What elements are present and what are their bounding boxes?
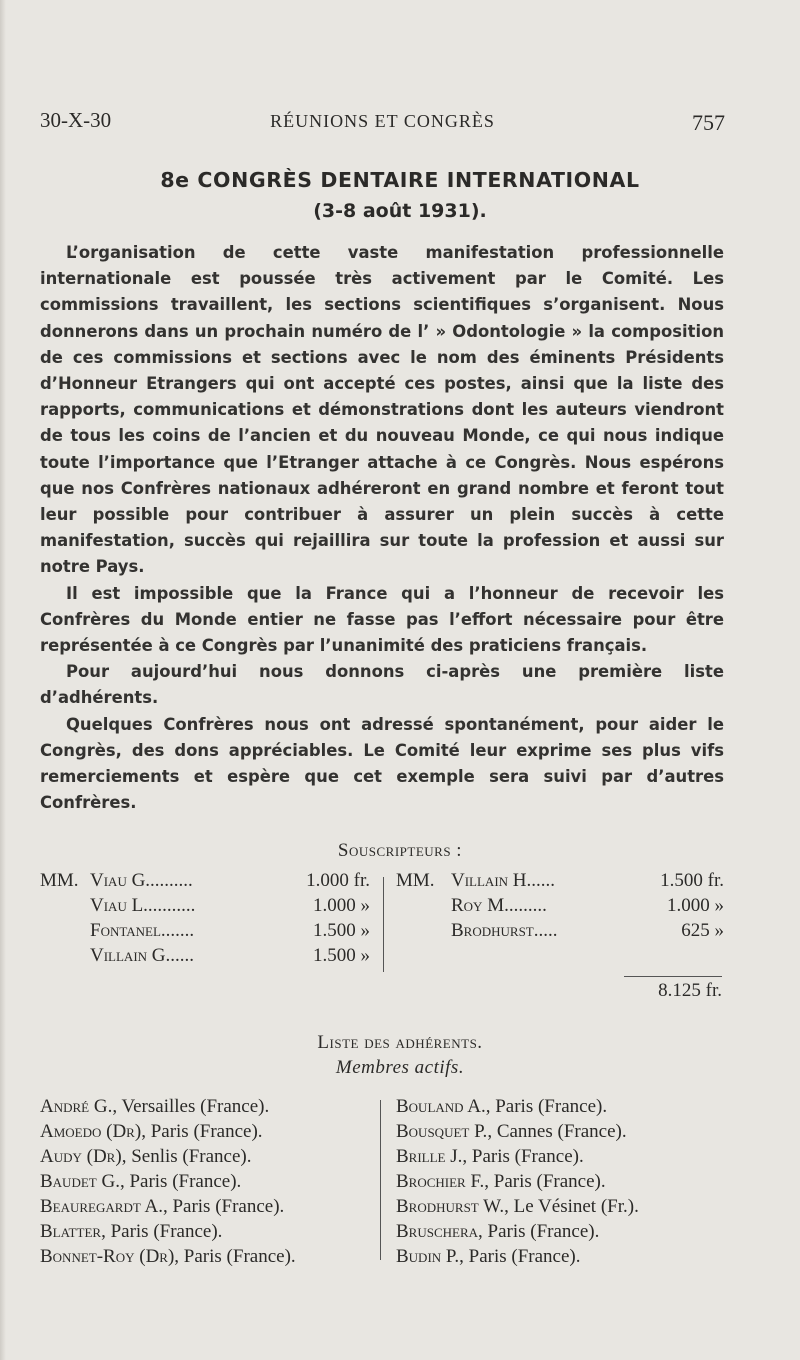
members-list-right [396, 1094, 639, 1269]
page-number: 757 [692, 110, 725, 135]
subscriber-row: Fontanel....... 1.500 » [90, 920, 370, 941]
list-item: Bousquet P., Cannes (France). [396, 1121, 627, 1142]
subscribers-heading: Souscripteurs : [337, 840, 463, 861]
list-item: Brille J., Paris (France). [396, 1146, 584, 1167]
list-item: André G., Versailles (France). [40, 1096, 270, 1117]
article-title: 8e CONGRÈS DENTAIRE INTERNATIONAL [160, 168, 640, 192]
list-item: Bruschera, Paris (France). [396, 1221, 600, 1242]
subscribers-total: 8.125 fr. [658, 980, 722, 1001]
list-item: Blatter, Paris (France). [40, 1221, 223, 1242]
members-heading: Liste des adhérents. [317, 1032, 483, 1053]
list-item: Baudet G., Paris (France). [40, 1171, 242, 1192]
paragraph: Il est impossible que la France qui a l’honneur de recevoir les Confrères du Monde entier ne fasse pas l’effort nécessaire pour être représentée à ce Congrès par l’unanimité des praticiens français. [40, 583, 724, 656]
paragraph: Quelques Confrères nous ont adressé spontanément, pour aider le Congrès, des dons appréciables. Le Comité leur exprime ses plus vifs remerciements et espère que cet exemple sera suivi par d’autres Confrères. [40, 714, 724, 813]
list-item: Brochier F., Paris (France). [396, 1171, 606, 1192]
article-dates: (3-8 août 1931). [313, 200, 487, 222]
list-item: Bouland A., Paris (France). [396, 1096, 608, 1117]
column-divider [380, 1100, 381, 1260]
running-head [40, 108, 725, 138]
subscriber-row: MM. Villain H...... 1.500 fr. [396, 870, 724, 891]
header-date: 30-X-30 [40, 108, 112, 132]
column-divider [383, 877, 384, 972]
paragraph: L’organisation de cette vaste manifestation professionnelle internationale est poussée très activement par le Comité. Les commissions travaillent, les sections scientifiques s’organisent. Nous donnerons dans un prochain numéro de l’ » Odontologie » la composition de ces commissions et sections avec le nom des éminents Présidents d’Honneur Etrangers qui ont accepté ces postes, ainsi que la liste des rapports, communications et démonstrations dont les auteurs viendront de tous les coins de l’ancien et du nouveau Monde, ce qui nous indique toute l’importance que l’Etranger attache à ce Congrès. Nous espérons que nos Confrères nationaux adhéreront en grand nombre et feront tout leur possible pour contribuer à assurer un plein succès à cette manifestation, succès qui rejaillira sur toute la profession et aussi sur notre Pays. [40, 243, 724, 577]
list-item: Brodhurst W., Le Vésinet (Fr.). [396, 1196, 639, 1217]
subscriber-row: Roy M......... 1.000 » [451, 895, 724, 916]
total-rule [624, 976, 722, 977]
list-item: Audy (Dr), Senlis (France). [40, 1146, 252, 1167]
members-subheading: Membres actifs. [335, 1057, 465, 1078]
list-item: Beauregardt A., Paris (France). [40, 1196, 285, 1217]
list-item: Budin P., Paris (France). [396, 1246, 581, 1267]
subscribers-table [40, 870, 740, 980]
members-list-left [40, 1094, 296, 1269]
list-item: Amoedo (Dr), Paris (France). [40, 1121, 263, 1142]
article-body [40, 240, 724, 816]
paragraph: Pour aujourd’hui nous donnons ci-après une première liste d’adhérents. [40, 662, 724, 708]
page-edge-shadow [0, 0, 6, 1360]
subscriber-row: MM. Viau G.......... 1.000 fr. [40, 870, 370, 891]
subscriber-row: Villain G...... 1.500 » [90, 945, 370, 966]
list-item: Bonnet-Roy (Dr), Paris (France). [40, 1246, 296, 1267]
subscriber-row: Viau L........... 1.000 » [90, 895, 370, 916]
header-section-title: RÉUNIONS ET CONGRÈS [270, 111, 495, 131]
subscriber-row: Brodhurst..... 625 » [451, 920, 724, 941]
